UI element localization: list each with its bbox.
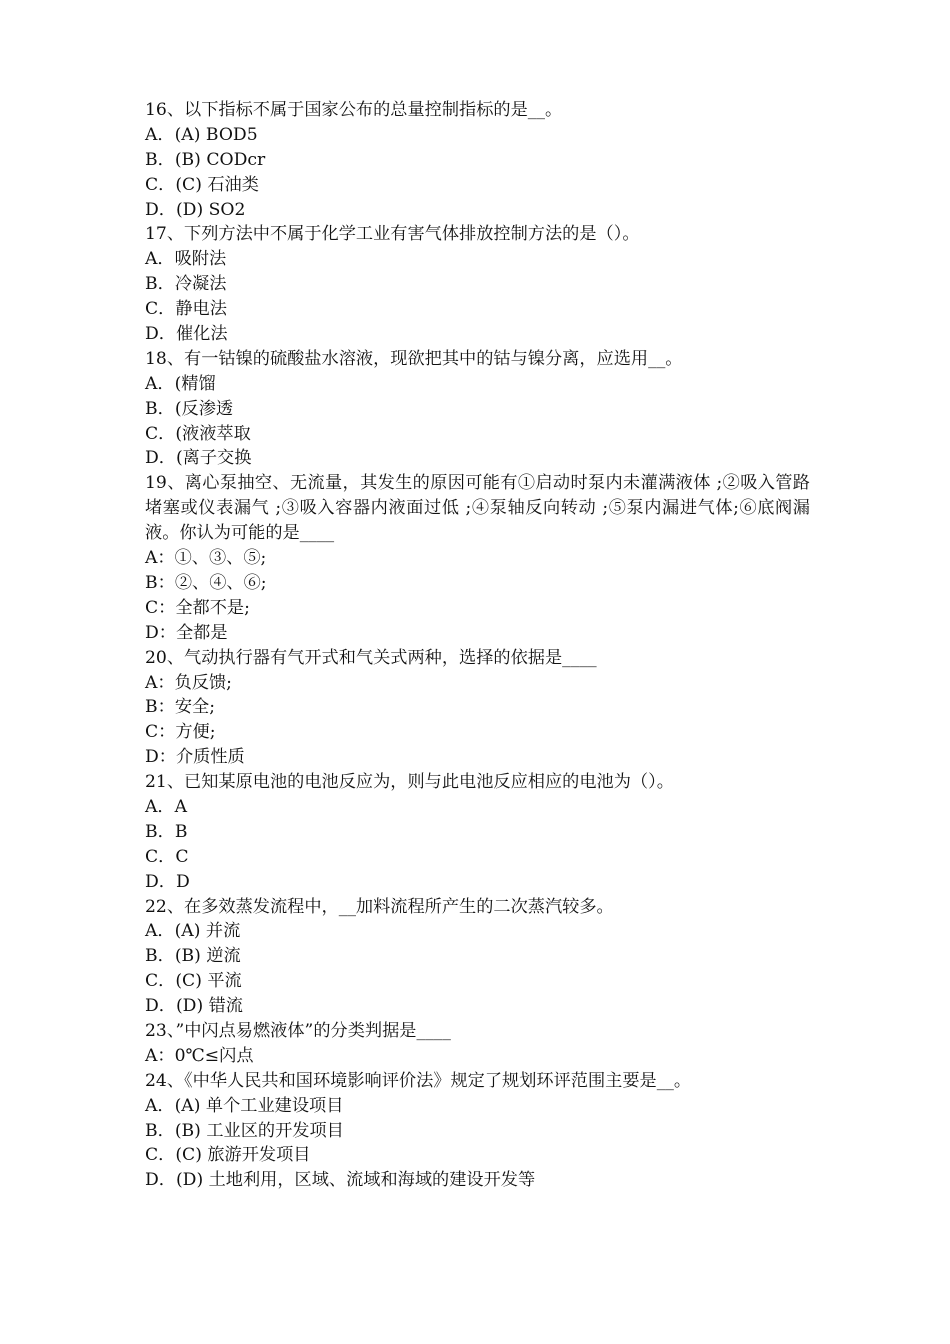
option-d: D．D (145, 871, 190, 892)
option-a: A．(精馏 (145, 373, 216, 394)
option-a: A：0℃≤闪点 (145, 1045, 254, 1066)
question-stem: 19、离心泵抽空、无流量，其发生的原因可能有①启动时泵内未灌满液体 ;②吸入管路堵塞或仪表漏气 ;③吸入容器内液面过低 ;④泵轴反向转动 ;⑤泵内漏进气体;⑥底阀漏液。你认为可能的是____ (145, 473, 810, 544)
option-b: B：②、④、⑥; (145, 572, 267, 593)
option-a: A：负反馈; (145, 672, 232, 693)
option-a: A：①、③、⑤; (145, 548, 267, 569)
option-b: B．(B) 逆流 (145, 946, 241, 967)
option-d: D：全都是 (145, 622, 228, 643)
option-d: D．(D) SO2 (145, 199, 246, 220)
option-b: B．B (145, 821, 188, 842)
question-17 (145, 222, 810, 346)
option-c: C．(C) 旅游开发项目 (145, 1145, 311, 1166)
question-list (145, 98, 810, 1193)
option-d: D．(离子交换 (145, 448, 252, 469)
option-c: C：全都不是; (145, 597, 250, 618)
question-18 (145, 347, 810, 471)
option-d: D．催化法 (145, 324, 228, 345)
option-b: B：安全; (145, 697, 215, 718)
option-c: C．C (145, 846, 189, 867)
option-a: A．A (145, 796, 188, 817)
question-19 (145, 471, 810, 645)
question-stem: 23、”中闪点易燃液体”的分类判据是____ (145, 1021, 451, 1041)
question-20 (145, 646, 810, 770)
option-c: C．(液液萃取 (145, 423, 251, 444)
question-stem: 18、有一钴镍的硫酸盐水溶液，现欲把其中的钴与镍分离，应选用__。 (145, 348, 683, 369)
option-c: C：方便; (145, 722, 216, 743)
option-d: D．(D) 土地利用，区域、流域和海域的建设开发等 (145, 1170, 536, 1191)
option-b: B．(B) 工业区的开发项目 (145, 1120, 344, 1141)
option-c: C．(C) 石油类 (145, 174, 259, 195)
question-stem: 21、已知某原电池的电池反应为，则与此电池反应相应的电池为（）。 (145, 772, 674, 793)
question-24 (145, 1069, 810, 1193)
question-stem: 16、以下指标不属于国家公布的总量控制指标的是__。 (145, 100, 563, 120)
option-c: C．静电法 (145, 299, 227, 320)
option-b: B．(反渗透 (145, 398, 234, 419)
option-d: D．(D) 错流 (145, 996, 243, 1017)
option-a: A．吸附法 (145, 249, 227, 270)
option-a: A．(A) BOD5 (145, 124, 258, 145)
option-b: B．冷凝法 (145, 274, 227, 295)
question-stem: 24、《中华人民共和国环境影响评价法》规定了规划环评范围主要是__。 (145, 1070, 692, 1091)
question-22 (145, 895, 810, 1019)
option-a: A．(A) 单个工业建设项目 (145, 1095, 344, 1116)
question-21 (145, 770, 810, 894)
option-b: B．(B) CODcr (145, 149, 266, 170)
question-23 (145, 1019, 810, 1069)
question-16 (145, 98, 810, 222)
question-stem: 22、在多效蒸发流程中，__加料流程所产生的二次蒸汽较多。 (145, 896, 614, 917)
option-a: A．(A) 并流 (145, 921, 241, 942)
option-c: C．(C) 平流 (145, 971, 242, 992)
option-d: D：介质性质 (145, 747, 245, 768)
question-stem: 17、下列方法中不属于化学工业有害气体排放控制方法的是（）。 (145, 224, 640, 245)
question-stem: 20、气动执行器有气开式和气关式两种，选择的依据是____ (145, 647, 597, 668)
